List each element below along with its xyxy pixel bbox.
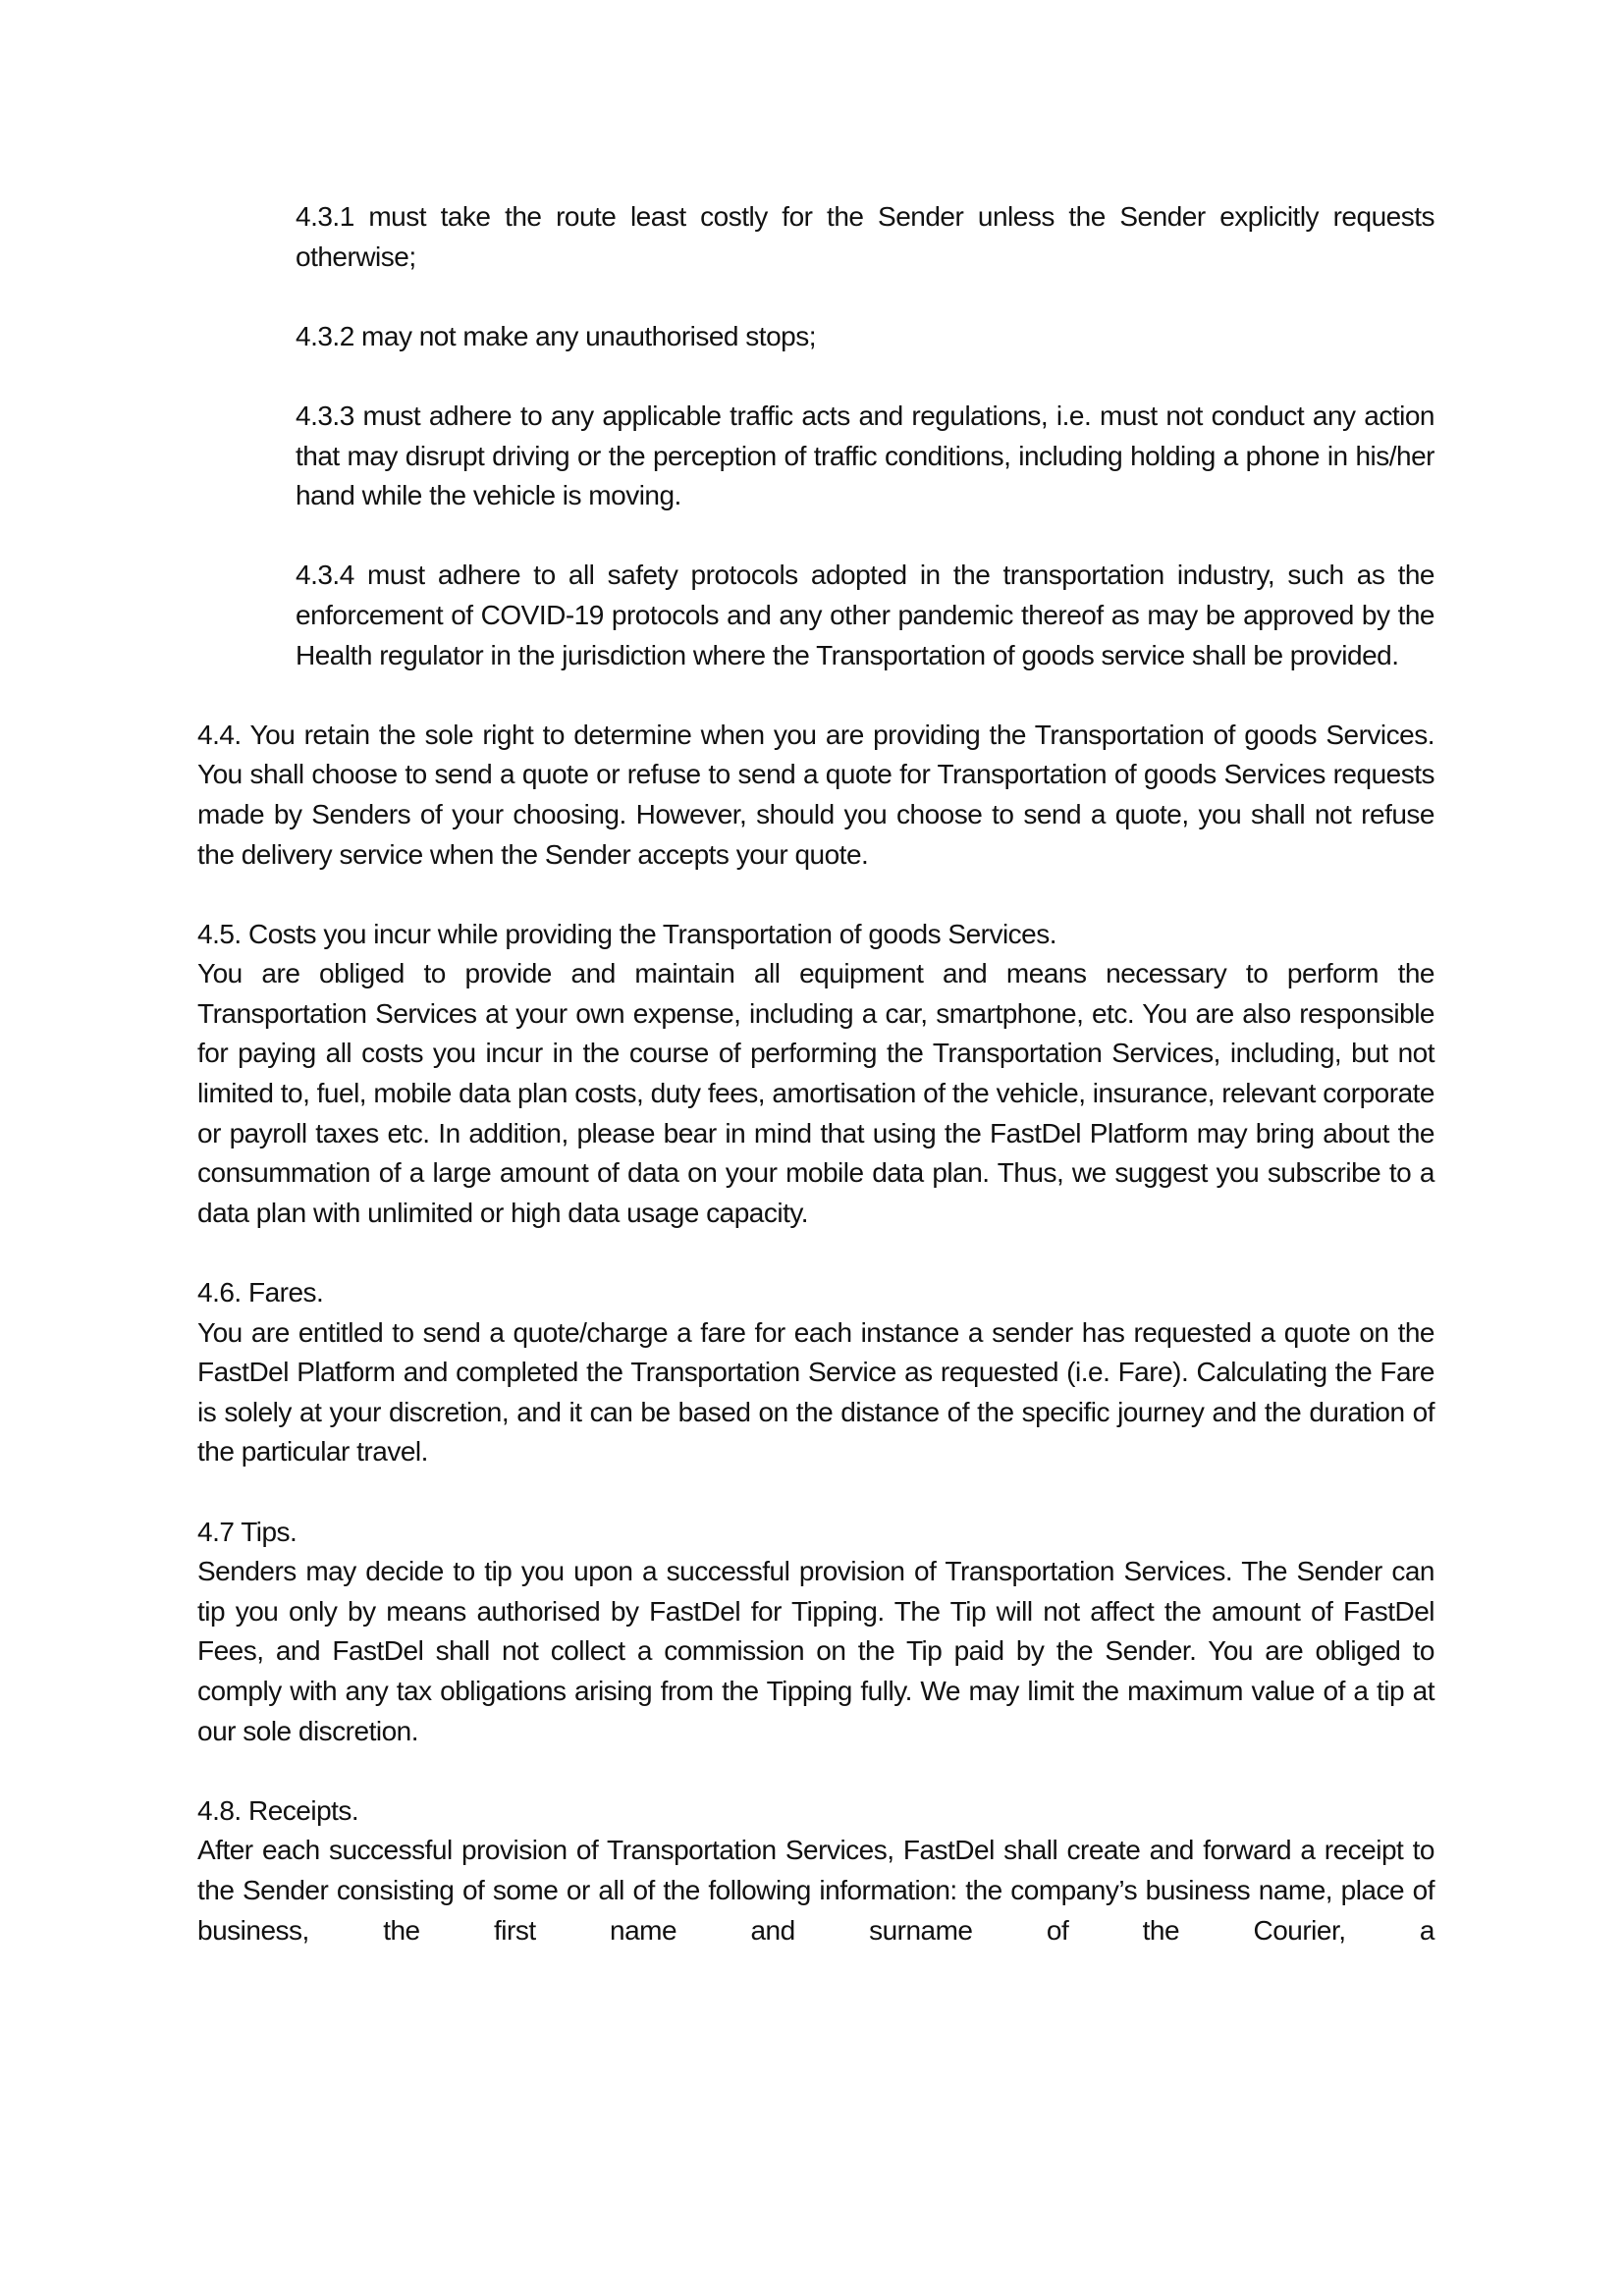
clause-4-3-3: 4.3.3 must adhere to any applicable traffic acts and regulations, i.e. must not conduct any action that may disrupt driving or the perception of traffic conditions, including holding a phone in his/her hand while the vehicle is moving. xyxy=(296,400,1434,511)
clause-4-3-2: 4.3.2 may not make any unauthorised stops; xyxy=(296,320,816,351)
clause-4-7 xyxy=(197,1513,1434,1752)
clause-4-8-heading: 4.8. Receipts. xyxy=(197,1794,359,1826)
clause-4-3-1: 4.3.1 must take the route least costly for the Sender unless the Sender explicitly requests otherwise; xyxy=(296,201,1434,272)
clause-4-3-4: 4.3.4 must adhere to all safety protocols adopted in the transportation industry, such as the enforcement of COVID-19 protocols and any other pandemic thereof as may be approved by the Health regulator in the jurisdiction where the Transportation of goods service shall be provided. xyxy=(296,560,1434,670)
clause-4-4: 4.4. You retain the sole right to determine when you are providing the Transportation of goods Services. You shall choose to send a quote or refuse to send a quote for Transportation of goods Services requests made by Senders of your choosing. However, should you choose to send a quote, you shall not refuse the delivery service when the Sender accepts your quote. xyxy=(197,719,1434,870)
clause-4-5 xyxy=(197,915,1434,1234)
clause-4-5-body: You are obliged to provide and maintain all equipment and means necessary to perform the Transportation Services at your own expense, including a car, smartphone, etc. You are also responsible for paying all costs you incur in the course of performing the Transportation Services, including, but not limited to, fuel, mobile data plan costs, duty fees, amortisation of the vehicle, insurance, relevant corporate or payroll taxes etc. In addition, please bear in mind that using the FastDel Platform may bring about the consummation of a large amount of data on your mobile data plan. Thus, we suggest you subscribe to a data plan with unlimited or high data usage capacity. xyxy=(197,958,1434,1228)
clause-4-6-body: You are entitled to send a quote/charge a fare for each instance a sender has requested a quote on the FastDel Platform and completed the Transportation Service as requested (i.e. Fare). Calculating the Fare is solely at your discretion, and it can be based on the distance of the specific journey and the duration of the particular travel. xyxy=(197,1316,1434,1468)
clause-4-7-body: Senders may decide to tip you upon a successful provision of Transportation Services. The Sender can tip you only by means authorised by FastDel for Tipping. The Tip will not affect the amount of FastDel Fees, and FastDel shall not collect a commission on the Tip paid by the Sender. You are obliged to comply with any tax obligations arising from the Tipping fully. We may limit the maximum value of a tip at our sole discretion. xyxy=(197,1556,1434,1746)
clause-4-8 xyxy=(197,1791,1434,1950)
clause-4-8-body: After each successful provision of Transportation Services, FastDel shall create and forward a receipt to the Sender consisting of some or all of the following information: the company’s business name, place of business, the first name and surname of the Courier, a xyxy=(197,1835,1434,1946)
clause-4-7-heading: 4.7 Tips. xyxy=(197,1516,298,1547)
clause-4-6-heading: 4.6. Fares. xyxy=(197,1277,324,1308)
clause-4-5-heading: 4.5. Costs you incur while providing the Transportation of goods Services. xyxy=(197,918,1057,949)
document-page xyxy=(197,197,1434,1991)
clause-4-6 xyxy=(197,1273,1434,1472)
